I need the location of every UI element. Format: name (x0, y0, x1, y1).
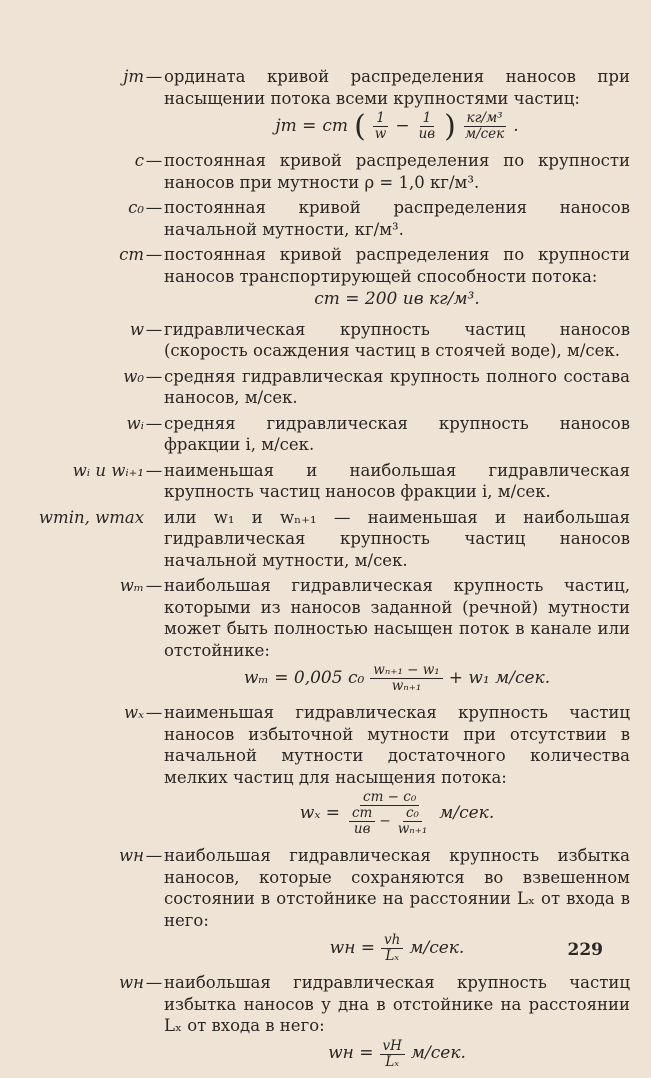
definition-text: наибольшая гидравлическая крупность избытка наносов, которые сохраняются во взвешенном состоянии в отстойнике на расстоянии Lₓ от входа в него: (164, 846, 630, 930)
definition-text: или w₁ и wₙ₊₁ — наименьшая и наибольшая гидравлическая крупность частиц наносов начальной мутности, м/сек. (164, 507, 630, 570)
definition-text: постоянная кривой распределения по крупности наносов транспортирующей способности потока: (164, 245, 630, 286)
definition-item: wᵢ и wᵢ₊₁ — наименьшая и наибольшая гидравлическая крупность частиц наносов фракции i, м/сек. (20, 460, 630, 503)
definition-item: wᵢ — средняя гидравлическая крупность наносов фракции i, м/сек. (20, 413, 630, 456)
definition-text: наименьшая гидравлическая крупность частиц наносов избыточной мутности при отсутствии в начальной мутности достаточного количества мелких частиц для насыщения потока: (164, 703, 630, 787)
definition-text: постоянная кривой распределения наносов начальной мутности, кг/м³. (164, 198, 630, 239)
definition-item: c — постоянная кривой распределения по крупности наносов при мутности ρ = 1,0 кг/м³. (20, 150, 630, 193)
definition-item: wн — наибольшая гидравлическая крупность частиц избытка наносов у дна в отстойнике на расстоянии Lₓ от входа в него: wн = $\frac{vH}{\text{Lₓ}}$ м/сек. (20, 972, 630, 1074)
definition-symbol: w₀ (123, 366, 144, 386)
definition-symbol: wᵢ и wᵢ₊₁ (72, 460, 144, 480)
definitions-list (20, 66, 630, 1078)
definition-text: наименьшая и наибольшая гидравлическая крупность частиц наносов фракции i, м/сек. (164, 460, 630, 501)
definition-item: cт — постоянная кривой распределения по крупности наносов транспортирующей способности потока: cт = 200 uв кг/м³. (20, 244, 630, 315)
definition-symbol: cт (119, 245, 144, 264)
definition-symbol: wmin, wmax (38, 507, 144, 527)
definition-item: w₀ — средняя гидравлическая крупность полного состава наносов, м/сек. (20, 366, 630, 409)
definition-text: гидравлическая крупность частиц наносов (скорость осаждения частиц в стоячей воде), м/сек. (164, 319, 630, 360)
formula: wн = $\frac{vh}{\text{Lₓ}}$ м/сек. (329, 932, 465, 964)
definition-item: jт — ордината кривой распределения наносов при насыщении потока всеми крупностями частиц: jт = cт ( $\frac{1}{w}$ − $\frac{1}{uв}$ ) $\frac{\text{кг/м³}}{\text{м/сек}}$ . (20, 66, 630, 146)
definition-text: наибольшая гидравлическая крупность частиц, которыми из наносов заданной (речной) мутности может быть полностью насыщен поток в канале или отстойнике: (164, 576, 630, 660)
page-number: 229 (567, 940, 603, 960)
formula: wн = $\frac{vH}{\text{Lₓ}}$ м/сек. (328, 1037, 466, 1070)
definition-text: ордината кривой распределения наносов при насыщении потока всеми крупностями частиц: (164, 67, 630, 108)
definition-symbol: wₓ (124, 703, 144, 722)
definition-text: средняя гидравлическая крупность наносов фракции i, м/сек. (164, 413, 630, 454)
formula: cт = 200 uв кг/м³. (314, 289, 480, 309)
definition-item: c₀ — постоянная кривой распределения наносов начальной мутности, кг/м³. (20, 197, 630, 240)
definition-text: постоянная кривой распределения по крупности наносов при мутности ρ = 1,0 кг/м³. (164, 151, 630, 192)
definition-symbol: c (134, 151, 144, 170)
definition-symbol: wᵢ (126, 413, 144, 433)
definition-text: средняя гидравлическая крупность полного состава наносов, м/сек. (164, 366, 630, 407)
definition-text: наибольшая гидравлическая крупность частиц избытка наносов у дна в отстойнике на расстоянии Lₓ от входа в него: (164, 973, 630, 1035)
definition-item: w — гидравлическая крупность частиц наносов (скорость осаждения частиц в стоячей воде), м/сек. (20, 319, 630, 362)
definition-symbol: wн (119, 973, 144, 992)
definition-symbol: c₀ (128, 198, 144, 217)
definition-symbol: wₘ (119, 576, 144, 595)
formula: wₘ = 0,005 c₀ $\frac{\text{wₙ₊₁ − w₁}}{\text{wₙ₊₁}}$ + w₁ м/сек. (243, 662, 551, 694)
definition-item: wₓ — наименьшая гидравлическая крупность частиц наносов избыточной мутности при отсутствии в начальной мутности достаточного количества мелких частиц для насыщения потока: wₓ = cт − c₀ $\frac{cт}{uв}$ − $\frac{\text{c₀}}{\text{wₙ₊₁}}$ м/сек. (20, 702, 630, 841)
formula: jт = cт ( $\frac{1}{w}$ − $\frac{1}{uв}$ ) $\frac{\text{кг/м³}}{\text{м/сек}}$ . (275, 108, 519, 144)
definition-item: wₘ — наибольшая гидравлическая крупность частиц, которыми из наносов заданной (речной) мутности может быть полностью насыщен поток в канале или отстойнике: wₘ = 0,005 c₀ $\frac{\text{wₙ₊₁ − w₁}}{\text{wₙ₊₁}}$ + w₁ м/сек. (20, 575, 630, 698)
formula: wₓ = cт − c₀ $\frac{cт}{uв}$ − $\frac{\text{c₀}}{\text{wₙ₊₁}}$ м/сек. (299, 789, 495, 837)
definition-symbol: jт (123, 67, 144, 86)
definition-item: wн — наибольшая гидравлическая крупность избытка наносов, которые сохраняются во взвешенном состоянии в отстойнике на расстоянии Lₓ от входа в него: wн = $\frac{vh}{\text{Lₓ}}$ м/сек. (20, 845, 630, 968)
definition-symbol: wн (119, 846, 144, 865)
definition-symbol: w (129, 319, 144, 339)
definition-item (20, 507, 630, 572)
